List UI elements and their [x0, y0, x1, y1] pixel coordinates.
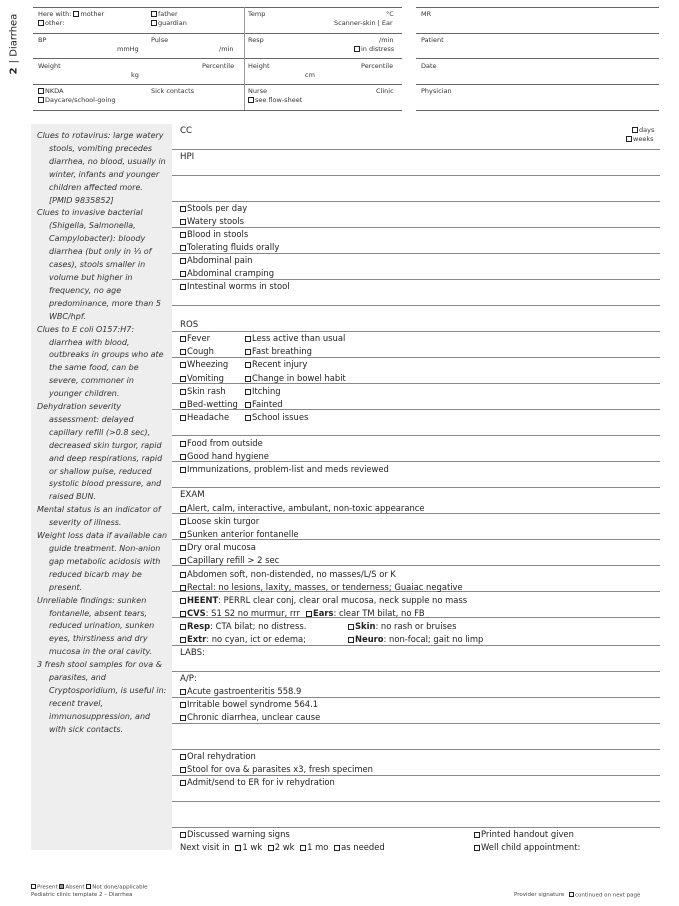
clues-list: [37, 130, 168, 737]
checkbox[interactable]: [348, 624, 354, 630]
header-rule-3-right: [416, 84, 659, 85]
printed-handout[interactable]: Printed handout given: [474, 829, 574, 840]
ros-item[interactable]: School issues: [245, 412, 308, 423]
header-rule-1: [33, 33, 402, 34]
ap-item[interactable]: Irritable bowel syndrome 564.1: [180, 699, 318, 710]
hpi-item[interactable]: Stools per day: [180, 203, 247, 214]
rule: [172, 175, 660, 176]
ros-item[interactable]: Headache: [180, 412, 229, 423]
checkbox[interactable]: [180, 415, 186, 421]
checkbox[interactable]: [180, 506, 186, 512]
hpi-item[interactable]: Intestinal worms in stool: [180, 281, 290, 292]
ros-item[interactable]: Fainted: [245, 399, 283, 410]
checkbox[interactable]: [180, 467, 186, 473]
rule: [172, 149, 660, 150]
header-rule-4: [33, 110, 402, 111]
rule: [172, 201, 660, 202]
clue-item: Unreliable findings: sunken fontanelle, absent tears, reduced urination, sunken eyes, thirstiness and dry mucosa in the oral cavity.: [37, 595, 155, 657]
clue-item: Weight loss data if available can guide treatment. Non-anion gap metabolic acidosis with reduced bicarb may be present.: [37, 531, 168, 592]
rule: [172, 671, 660, 672]
page-number: 2: [8, 67, 20, 75]
checkbox[interactable]: [474, 845, 480, 851]
exam-item[interactable]: Abdomen soft, non-distended, no masses/L/S or K: [180, 569, 396, 580]
exam-item[interactable]: Capillary refill > 2 sec: [180, 555, 279, 566]
weeks-field[interactable]: weeks: [626, 135, 653, 143]
header-divider: [244, 7, 245, 110]
nurse-label: Nurse: [248, 87, 268, 95]
checkbox[interactable]: [245, 415, 251, 421]
physician-label: Physician: [421, 87, 452, 95]
exam-item[interactable]: Rectal: no lesions, laxity, masses, or tenderness; Guaiac negative: [180, 582, 463, 593]
height-unit: cm: [305, 71, 315, 79]
checkbox[interactable]: [306, 611, 312, 617]
checkbox[interactable]: [180, 780, 186, 786]
checkbox[interactable]: [180, 702, 186, 708]
plan-item[interactable]: Stool for ova & parasites x3, fresh specimen: [180, 764, 373, 775]
checkbox[interactable]: [180, 545, 186, 551]
checkbox[interactable]: [245, 362, 251, 368]
clue-item: Clues to rotavirus: large watery stools, vomiting precedes diarrhea, no blood, usually in winter, infants and younger children affected more. [PMID 9835852]: [37, 131, 166, 205]
days-field[interactable]: days: [632, 126, 654, 134]
title-divider: |: [8, 56, 20, 64]
father-checkbox[interactable]: [151, 11, 157, 17]
one-mo-checkbox[interactable]: [300, 845, 306, 851]
clue-item: Mental status is an indicator of severity of illness.: [37, 505, 161, 528]
plan-item[interactable]: Oral rehydration: [180, 751, 256, 762]
rule: [172, 253, 660, 254]
rule: [172, 749, 660, 750]
clue-item: Clues to E coli O157:H7: diarrhea with blood, outbreaks in groups who ate the same food, can be severe, commoner in younger children.: [37, 324, 164, 399]
template-name: Pediatric clinic template 2 – Diarrhea: [31, 892, 133, 898]
continued-checkbox[interactable]: [569, 892, 574, 897]
weight-unit: kg: [131, 71, 139, 79]
provider-signature: Provider signature: [514, 892, 565, 898]
rule: [172, 227, 660, 228]
see-flow-checkbox[interactable]: [248, 97, 254, 103]
nkda-checkbox[interactable]: [38, 88, 44, 94]
header-rule-3: [33, 84, 402, 85]
scanner-label: Scanner-skin | Ear: [334, 19, 393, 27]
checkbox[interactable]: [180, 454, 186, 460]
ros-item[interactable]: Change in bowel habit: [245, 373, 346, 384]
history-item[interactable]: Good hand hygiene: [180, 451, 269, 462]
two-wk-checkbox[interactable]: [268, 845, 274, 851]
checkbox[interactable]: [180, 532, 186, 538]
checkbox[interactable]: [180, 245, 186, 251]
exam-neuro[interactable]: Neuro: non-focal; gait no limp: [348, 634, 483, 645]
checkbox[interactable]: [180, 585, 186, 591]
checkbox[interactable]: [180, 441, 186, 447]
one-wk-checkbox[interactable]: [235, 845, 241, 851]
height-label: Height: [248, 62, 270, 70]
legend: Present Absent Not done/applicable: [31, 884, 147, 891]
other-field[interactable]: other:: [38, 19, 64, 27]
title-name: Diarrhea: [8, 13, 20, 57]
checkbox[interactable]: [245, 336, 251, 342]
checkbox[interactable]: [180, 206, 186, 212]
checkbox[interactable]: [180, 767, 186, 773]
exam-ears[interactable]: Ears: clear TM bilat, no FB: [306, 608, 425, 619]
checkbox[interactable]: [180, 376, 186, 382]
checkbox[interactable]: [180, 232, 186, 238]
father-field[interactable]: father: [151, 10, 178, 18]
ros-item[interactable]: Cough: [180, 346, 214, 357]
hpi-item[interactable]: Abdominal cramping: [180, 268, 274, 279]
daycare-checkbox[interactable]: [38, 97, 44, 103]
ap-label: A/P:: [180, 674, 197, 684]
well-child[interactable]: Well child appointment:: [474, 842, 580, 853]
weeks-checkbox[interactable]: [626, 136, 632, 142]
rule: [172, 775, 660, 776]
ros-item[interactable]: Fever: [180, 333, 210, 344]
ros-item[interactable]: Itching: [245, 386, 281, 397]
rule: [172, 435, 660, 436]
checkbox[interactable]: [245, 402, 251, 408]
exam-item[interactable]: Loose skin turgor: [180, 516, 259, 527]
other-checkbox[interactable]: [38, 20, 44, 26]
rule: [172, 279, 660, 280]
ros-item[interactable]: Bed-wetting: [180, 399, 238, 410]
checkbox[interactable]: [180, 611, 186, 617]
checkbox[interactable]: [180, 336, 186, 342]
checkbox[interactable]: [180, 754, 186, 760]
labs-label: LABS:: [180, 648, 205, 658]
checkbox[interactable]: [180, 258, 186, 264]
ros-item[interactable]: Less active than usual: [245, 333, 345, 344]
rule: [172, 331, 660, 332]
checkbox[interactable]: [180, 219, 186, 225]
exam-cvs[interactable]: CVS: S1 S2 no murmur, rrr: [180, 608, 300, 619]
as-needed-checkbox[interactable]: [334, 845, 340, 851]
exam-skin[interactable]: Skin: no rash or bruises: [348, 621, 456, 632]
hpi-label: HPI: [180, 152, 195, 162]
exam-item[interactable]: Alert, calm, interactive, ambulant, non-toxic appearance: [180, 503, 425, 514]
clue-item: 3 fresh stool samples for ova & parasites, and Cryptosporidium, is useful in: recent travel, immunosuppression, and with sick contacts.: [37, 660, 167, 734]
checkbox[interactable]: [180, 624, 186, 630]
date-label: Date: [421, 62, 437, 70]
checkbox[interactable]: [245, 376, 251, 382]
checkbox[interactable]: [180, 349, 186, 355]
guardian-field[interactable]: guardian: [151, 19, 187, 27]
patient-label: Patient: [421, 36, 444, 44]
see-flow-field[interactable]: see flow-sheet: [248, 96, 302, 104]
rule: [172, 697, 660, 698]
rule: [172, 801, 660, 802]
header-rule-1-right: [416, 33, 659, 34]
checkbox[interactable]: [245, 349, 251, 355]
ros-item[interactable]: Vomiting: [180, 373, 224, 384]
checkbox[interactable]: [180, 598, 186, 604]
bp-label: BP: [38, 36, 47, 44]
next-visit: Next visit in 1 wk 2 wk 1 mo as needed: [180, 842, 385, 852]
ap-item[interactable]: Acute gastroenteritis 558.9: [180, 686, 301, 697]
checkbox[interactable]: [245, 389, 251, 395]
in-distress-field[interactable]: in distress: [354, 45, 394, 53]
checkbox[interactable]: [180, 715, 186, 721]
resp-unit: /min: [379, 36, 394, 44]
daycare-field[interactable]: Daycare/school-going: [38, 96, 115, 104]
exam-heent[interactable]: HEENT: PERRL clear conj, clear oral mucosa, neck supple no mass: [180, 595, 467, 606]
history-item[interactable]: Food from outside: [180, 438, 263, 449]
rule: [172, 827, 660, 828]
checkbox[interactable]: [180, 402, 186, 408]
bp-unit: mmHg: [117, 45, 139, 53]
resp-label: Resp: [248, 36, 264, 44]
weight-label: Weight: [38, 62, 61, 70]
pulse-label: Pulse: [151, 36, 169, 44]
sick-contacts-label: Sick contacts: [151, 87, 195, 95]
days-checkbox[interactable]: [632, 127, 638, 133]
header-rule-2-right: [416, 58, 659, 59]
absent-legend-icon: [59, 884, 64, 889]
ros-item[interactable]: Wheezing: [180, 359, 228, 370]
percentile-label-2: Percentile: [361, 62, 394, 70]
exam-resp[interactable]: Resp: CTA bilat; no distress.: [180, 621, 306, 632]
here-with: Here with: mother: [38, 10, 105, 18]
page-title: [4, 8, 24, 80]
discussed-warning[interactable]: Discussed warning signs: [180, 829, 290, 840]
header-rule-4-right: [416, 110, 659, 111]
plan-item[interactable]: Admit/send to ER for iv rehydration: [180, 777, 335, 788]
hpi-item[interactable]: Watery stools: [180, 216, 244, 227]
temp-unit: °C: [386, 10, 394, 18]
ros-item[interactable]: Fast breathing: [245, 346, 312, 357]
header-top-rule: [33, 7, 402, 8]
exam-item[interactable]: Dry oral mucosa: [180, 542, 256, 553]
not-done-legend-icon: [86, 884, 91, 889]
guardian-checkbox[interactable]: [151, 20, 157, 26]
cc-label: CC: [180, 126, 193, 136]
checkbox[interactable]: [180, 637, 186, 643]
checkbox[interactable]: [180, 389, 186, 395]
hpi-item[interactable]: Tolerating fluids orally: [180, 242, 279, 253]
history-item[interactable]: Immunizations, problem-list and meds reviewed: [180, 464, 389, 475]
header-top-rule-right: [416, 7, 659, 8]
checkbox[interactable]: [180, 284, 186, 290]
exam-label: EXAM: [180, 490, 205, 500]
nkda-field[interactable]: NKDA: [38, 87, 63, 95]
rule: [172, 357, 660, 358]
pulse-unit: /min: [219, 45, 234, 53]
ros-item[interactable]: Recent injury: [245, 359, 307, 370]
checkbox[interactable]: [180, 271, 186, 277]
mr-label: MR: [421, 10, 432, 18]
present-legend-icon: [31, 884, 36, 889]
header-rule-2: [33, 58, 402, 59]
exam-item[interactable]: Sunken anterior fontanelle: [180, 529, 299, 540]
hpi-item[interactable]: Blood in stools: [180, 229, 248, 240]
rule: [172, 305, 660, 306]
checkbox[interactable]: [348, 637, 354, 643]
ros-label: ROS: [180, 320, 199, 330]
temp-label: Temp: [248, 10, 266, 18]
checkbox[interactable]: [474, 832, 480, 838]
rule: [172, 723, 660, 724]
rule: [172, 645, 660, 646]
clue-item: Clues to invasive bacterial (Shigella, Salmonella, Campylobacter): bloody diarrhea (but only in ⅓ of cases), stools smaller in volume but higher in frequency, no age predominance, more than 5 WBC/hpf.: [37, 208, 161, 321]
ros-item[interactable]: Skin rash: [180, 386, 226, 397]
mother-checkbox[interactable]: [73, 11, 79, 17]
percentile-label: Percentile: [202, 62, 235, 70]
hpi-item[interactable]: Abdominal pain: [180, 255, 252, 266]
checkbox[interactable]: [180, 832, 186, 838]
in-distress-checkbox[interactable]: [354, 46, 360, 52]
ap-item[interactable]: Chronic diarrhea, unclear cause: [180, 712, 320, 723]
exam-extr[interactable]: Extr: no cyan, ict or edema;: [180, 634, 306, 645]
clinic-label: Clinic: [376, 87, 394, 95]
checkbox[interactable]: [180, 558, 186, 564]
checkbox[interactable]: [180, 572, 186, 578]
continued-field[interactable]: continued on next page: [569, 892, 640, 899]
checkbox[interactable]: [180, 689, 186, 695]
checkbox[interactable]: [180, 519, 186, 525]
checkbox[interactable]: [180, 362, 186, 368]
clue-item: Dehydration severity assessment: delayed capillary refill (>0.8 sec), decreased skin turgor, rapid and deep respirations, rapid or shallow pulse, reduced systolic blood pressure, and raised BUN.: [37, 402, 163, 502]
rule: [172, 487, 660, 488]
